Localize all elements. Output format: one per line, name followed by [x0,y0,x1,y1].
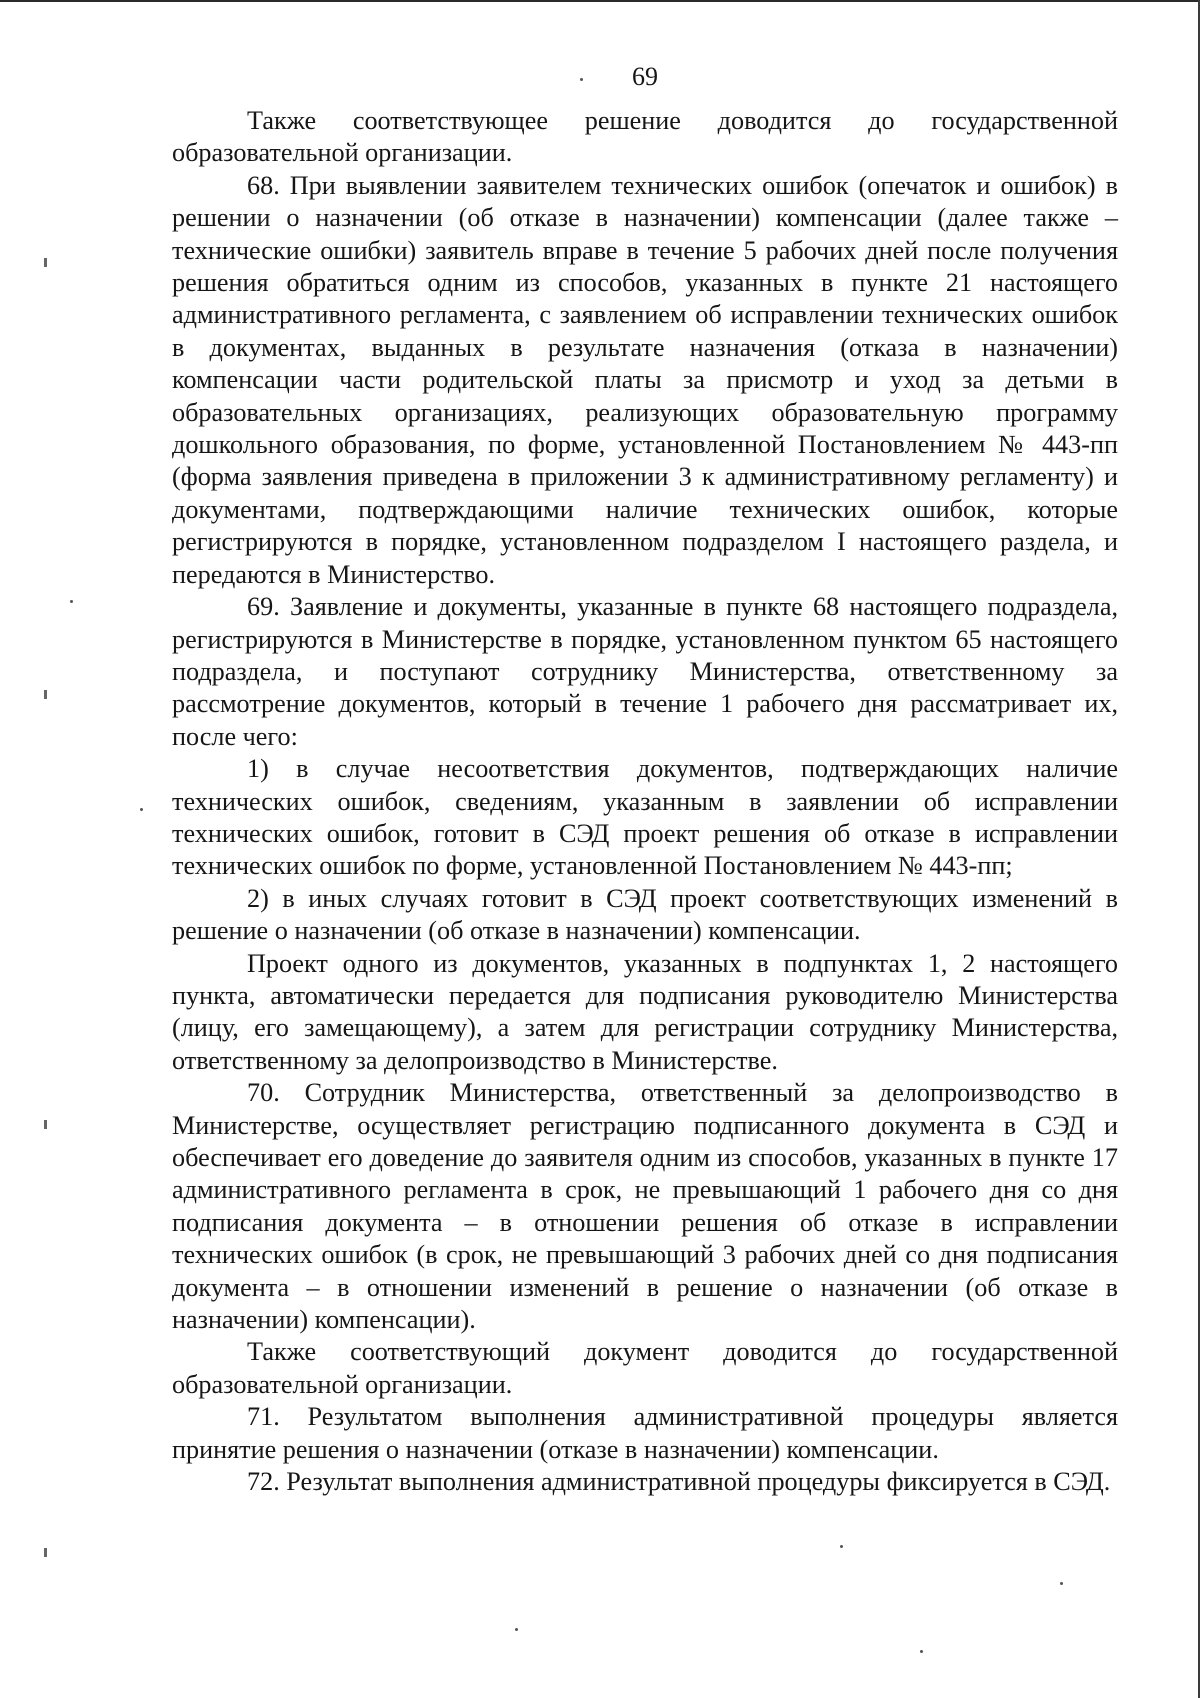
paragraph-item-70: 70. Сотрудник Министерства, ответственный за делопроизводство в Министерстве, осуществляет регистрацию подписанного документа в СЭД и обеспечивает его доведение до заявителя одним из способов, указанных в пункте 17 административного регламента в срок, не превышающий 1 рабочего дня со дня подписания документа – в отношении решения об отказе в исправлении технических ошибок (в срок, не превышающий 3 рабочих дней со дня подписания документа – в отношении изменений в решение о назначении (об отказе в назначении) компенсации). [172,1078,1118,1335]
scan-speck [515,1628,518,1631]
paragraph-item-68: 68. При выявлении заявителем технических ошибок (опечаток и ошибок) в решении о назначении (об отказе в назначении) компенсации (далее также – технические ошибки) заявитель вправе в течение 5 рабочих дней после получения решения обратиться одним из способов, указанных в пункте 21 настоящего административного регламента, с заявлением об исправлении технических ошибок в документах, выданных в результате назначения (отказа в назначении) компенсации части родительской платы за присмотр и уход за детьми в образовательных организациях, реализующих образовательную программу дошкольного образования, по форме, установленной Постановлением № 443-пп (форма заявления приведена в приложении 3 к административному регламенту) и документами, подтверждающими наличие технических ошибок, которые регистрируются в порядке, установленном подразделом I настоящего раздела, и передаются в Министерство. [172,170,1118,589]
scan-speck [920,1650,923,1653]
paragraph-document-notice: Также соответствующий документ доводится до государственной образовательной организации. [172,1337,1118,1399]
page-number: 69 [632,62,658,91]
document-body [172,105,1118,1498]
scan-speck [840,1545,843,1548]
paragraph-notice-organization: Также соответствующее решение доводится до государственной образовательной организации. [172,106,1118,168]
scan-speck [580,78,583,81]
scan-speck [1060,1582,1063,1585]
paragraph-subitem-2: 2) в иных случаях готовит в СЭД проект соответствующих изменений в решение о назначении (об отказе в назначении) компенсации. [172,883,1118,946]
paragraph-item-71: 71. Результатом выполнения административной процедуры является принятие решения о назначении (отказе в назначении) компенсации. [172,1402,1118,1464]
paragraph-item-69: 69. Заявление и документы, указанные в пункте 68 настоящего подраздела, регистрируются в Министерстве в порядке, установленном пунктом 65 настоящего подраздела, и поступают сотруднику Министерства, ответственному за рассмотрение документов, который в течение 1 рабочего дня рассматривает их, после чего: [172,592,1118,751]
scan-mark [44,258,47,267]
scan-top-edge [0,0,1200,2]
scan-mark [44,690,47,699]
scan-speck [70,600,73,603]
paragraph-subitem-1: 1) в случае несоответствия документов, подтверждающих наличие технических ошибок, сведениям, указанным в заявлении об исправлении технических ошибок, готовит в СЭД проект решения об отказе в исправлении технических ошибок по форме, установленной Постановлением № 443-пп; [172,754,1118,881]
paragraph-item-72: 72. Результат выполнения административной процедуры фиксируется в СЭД. [247,1467,1111,1497]
scan-speck [140,808,143,811]
scan-mark [44,1120,47,1129]
scan-mark [44,1548,47,1557]
paragraph-draft-signing: Проект одного из документов, указанных в подпунктах 1, 2 настоящего пункта, автоматически передается для подписания руководителю Министерства (лицу, его замещающему), а затем для регистрации сотруднику Министерства, ответственному за делопроизводство в Министерстве. [172,948,1118,1075]
